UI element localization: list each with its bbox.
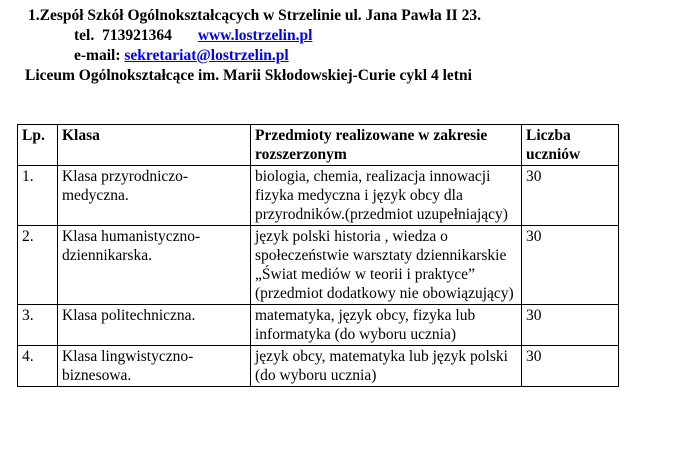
phone-label: tel. [74,27,95,44]
header-klasa: Klasa [58,125,251,166]
header-lp: Lp. [18,125,58,166]
row-przedmioty: biologia, chemia, realizacja innowacji fizyka medyczna i język obcy dla przyrodników.(przedmiot uzupełniający) [251,166,522,226]
row-liczba: 30 [522,346,619,387]
table-row [18,305,619,346]
row-klasa: Klasa lingwistyczno-biznesowa. [58,346,251,387]
school-address-line: 1.Zespół Szkół Ogólnokształcących w Strzelinie ul. Jana Pawła II 23. [28,7,481,24]
table-row [18,166,619,226]
row-przedmioty: język polski historia , wiedza o społeczeństwie warsztaty dziennikarskie „Świat mediów w teorii i praktyce” (przedmiot dodatkowy nie obowiązujący) [251,226,522,305]
row-lp: 3. [18,305,58,346]
email-line [74,47,289,65]
table-row [18,226,619,305]
school-name: Liceum Ogólnokształcące im. Marii Skłodowskiej-Curie cykl 4 letni [25,67,472,84]
row-klasa: Klasa politechniczna. [58,305,251,346]
header-przedmioty: Przedmioty realizowane w zakresie rozszerzonym [251,125,522,166]
row-lp: 4. [18,346,58,387]
email-label: e-mail: [74,47,121,64]
table-header-row [18,125,619,166]
row-przedmioty: język obcy, matematyka lub język polski (do wyboru ucznia) [251,346,522,387]
row-liczba: 30 [522,166,619,226]
phone-website-line [74,27,312,45]
courses-table [17,124,619,387]
row-liczba: 30 [522,226,619,305]
email-link[interactable]: sekretariat@lostrzelin.pl [124,47,289,64]
row-lp: 1. [18,166,58,226]
row-liczba: 30 [522,305,619,346]
row-klasa: Klasa humanistyczno-dziennikarska. [58,226,251,305]
row-lp: 2. [18,226,58,305]
row-klasa: Klasa przyrodniczo-medyczna. [58,166,251,226]
website-link[interactable]: www.lostrzelin.pl [197,27,313,44]
row-przedmioty: matematyka, język obcy, fizyka lub informatyka (do wyboru ucznia) [251,305,522,346]
phone-number: 713921364 [102,27,172,44]
header-liczba: Liczba uczniów [522,125,619,166]
table-row [18,346,619,387]
